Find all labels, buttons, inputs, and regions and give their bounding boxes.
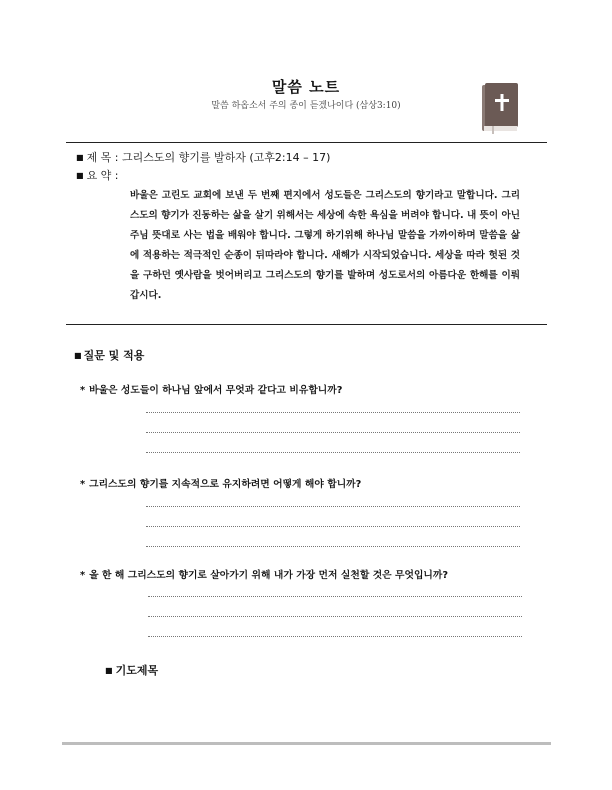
subject-label: 제 목 :: [86, 151, 119, 164]
question-text: 올 한 해 그리스도의 향기로 살아가기 위해 내가 가장 먼저 실천할 것은 무엇입니까?: [89, 570, 449, 581]
question-star: *: [80, 479, 86, 490]
prayer-heading: [105, 662, 158, 678]
answer-line[interactable]: [146, 452, 520, 453]
questions-label: 질문 및 적용: [83, 349, 145, 362]
summary-label: 요 약 :: [86, 169, 119, 182]
answer-line[interactable]: [146, 432, 520, 433]
page-title: 말씀 노트: [271, 78, 341, 96]
summary-text: 바울은 고린도 교회에 보낸 두 번째 편지에서 성도들은 그리스도의 향기라고 말합니다. 그리스도의 향기가 진동하는 삶을 살기 위해서는 세상에 속한 욕심을 버려야 합니다. 내 뜻이 아닌 주님 뜻대로 사는 법을 배워야 합니다. 그렇게 하기위해 하나님 말씀을 가까이하며 말씀을 삶에 적용하는 적극적인 순종이 뒤따라야 합니다. 새해가 시작되었습니다. 세상을 따라 헛된 것을 구하던 옛사람을 벗어버리고 그리스도의 향기를 발하며 성도로서의 아름다운 한해를 이뤄갑시다.: [130, 190, 520, 301]
question-text: 그리스도의 향기를 지속적으로 유지하려면 어떻게 해야 합니까?: [89, 479, 362, 490]
subject-value: 그리스도의 향기를 발하자 (고후2:14 – 17): [122, 151, 331, 164]
questions-heading: [74, 347, 144, 363]
divider-bottom: [62, 742, 551, 745]
answer-line[interactable]: [148, 596, 522, 597]
question-item: [80, 476, 361, 490]
answer-line[interactable]: [146, 526, 520, 527]
question-item: [80, 382, 342, 396]
summary-bullet: ■: [76, 171, 84, 180]
prayer-bullet: ■: [105, 666, 113, 675]
question-star: *: [80, 570, 86, 581]
questions-bullet: ■: [74, 351, 82, 360]
subject-bullet: ■: [76, 153, 84, 162]
answer-line[interactable]: [146, 412, 520, 413]
answer-line[interactable]: [148, 616, 522, 617]
bible-icon: [481, 82, 519, 134]
answer-line[interactable]: [146, 546, 520, 547]
answer-line[interactable]: [146, 506, 520, 507]
subject-line: [76, 149, 330, 165]
divider-middle: [66, 324, 547, 325]
question-star: *: [80, 385, 86, 396]
question-item: [80, 567, 448, 581]
prayer-label: 기도제목: [115, 664, 159, 677]
page-subtitle: 말씀 하옵소서 주의 종이 듣겠나이다 (삼상3:10): [211, 101, 401, 111]
divider-top: [66, 142, 547, 143]
answer-line[interactable]: [148, 636, 522, 637]
summary-line: [76, 167, 119, 183]
question-text: 바울은 성도들이 하나님 앞에서 무엇과 같다고 비유합니까?: [89, 385, 343, 396]
